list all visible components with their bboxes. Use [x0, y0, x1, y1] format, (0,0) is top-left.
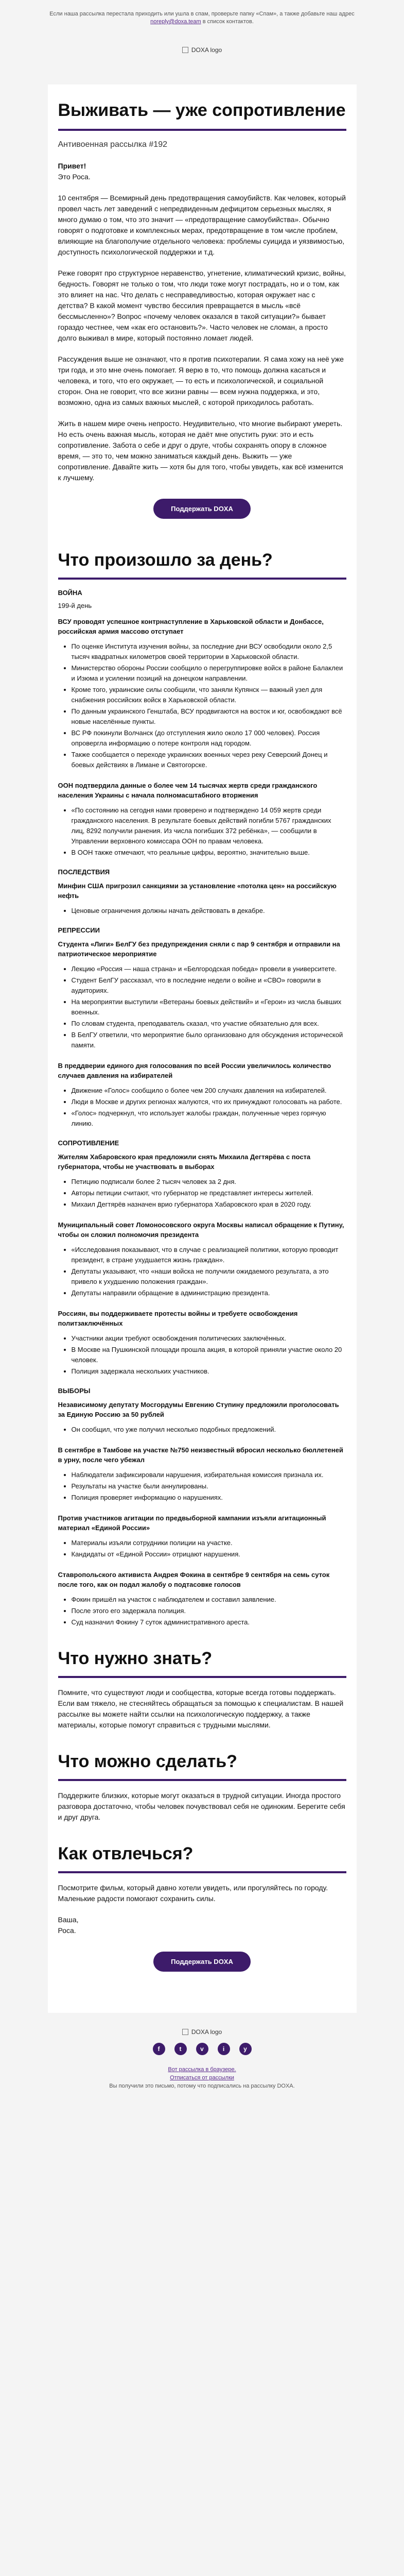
story-7-list — [58, 1245, 346, 1298]
section-repressions: РЕПРЕССИИ — [58, 926, 100, 934]
story-7-title: Муниципальный совет Ломоносовского округа Москвы написал обращение к Путину, чтобы он сложил полномочия президента — [58, 1221, 344, 1239]
list-item: • Петицию подписали более 2 тысяч человек за 2 дня. — [72, 1177, 346, 1187]
view-in-browser-link[interactable]: Вот рассылка в браузере. — [168, 2066, 236, 2073]
story-11-title: Против участников агитации по предвыборной кампании изъяли агитационный материал «Единой России» — [58, 1514, 326, 1532]
list-item: • Кроме того, украинские силы сообщили, что заняли Купянск — важный узел для снабжения российских войск в Харьковской области. — [72, 685, 346, 705]
what-to-do-text: Поддержите близких, которые могут оказаться в трудной ситуации. Иногда простого разговора достаточно, чтобы человек почувствовал себя не одиноким. Берегите себя и друг друга. — [58, 1791, 345, 1821]
list-item: • По оценке Института изучения войны, за последние дни ВСУ освободили около 2,5 тысяч квадратных километров своей территории в Харьковской области. — [72, 641, 346, 662]
story-3-list — [58, 906, 346, 916]
distract-title: Как отвлечься? — [58, 1844, 194, 1863]
story-6-list — [58, 1177, 346, 1210]
list-item: • Студент БелГУ рассказал, что в последние недели о войне и «СВО» говорили в аудиториях. — [72, 975, 346, 996]
list-item: • Материалы изъяли сотрудники полиции на участке. — [72, 1538, 346, 1548]
closing — [58, 1914, 346, 1936]
list-item: • Суд назначил Фокину 7 суток административного ареста. — [72, 1617, 346, 1628]
footer-logo-alt: DOXA logo — [191, 2028, 222, 2036]
preheader-text-2: добавьте наш адрес — [301, 11, 355, 17]
list-item: • Полиция проверяет информацию о нарушениях. — [72, 1493, 346, 1503]
list-item: • Министерство обороны России сообщило о перегруппировке войск в районе Балаклеи и Изюма и усилении позиций на донецком направлении. — [72, 663, 346, 684]
story-8-title: Россиян, вы поддерживаете протесты войны и требуете освобождения политзаключённых — [58, 1310, 298, 1327]
news-title: Что произошло за день? — [58, 550, 273, 570]
newsletter-number: Антивоенная рассылка #192 — [58, 140, 167, 149]
story-8-list — [58, 1333, 346, 1377]
list-item: • Михаил Дегтярёв назначен врио губернатора Хабаровского края в 2020 году. — [72, 1199, 346, 1210]
footer — [48, 2028, 357, 2090]
closing-line-2: Роса. — [58, 1926, 76, 1935]
facebook-icon[interactable]: f — [153, 2043, 165, 2055]
story-5-title: В преддверии единого дня голосования по всей России увеличилось количество случаев давления на избирателей — [58, 1062, 331, 1079]
story-1-title: ВСУ проводят успешное контрнаступление в Харьковской области и Донбассе, российская армия массово отступает — [58, 618, 324, 635]
list-item: • ВС РФ покинули Волчанск (до отступления жило около 17 000 человек). Россия опровергла информацию о потере контроля над городом. — [72, 728, 346, 749]
section-war: ВОЙНА — [58, 589, 82, 597]
list-item: • В БелГУ ответили, что мероприятие было организовано для обсуждения исторической памяти. — [72, 1030, 346, 1050]
unsubscribe-link[interactable]: Отписаться от рассылки — [170, 2075, 234, 2081]
list-item: • На мероприятии выступили «Ветераны боевых действий» и «Герои» из числа бывших военных. — [72, 997, 346, 1018]
list-item: • «Голос» подчеркнул, что использует жалобы граждан, полученные через горячую линию. — [72, 1108, 346, 1129]
story-4-list — [58, 964, 346, 1050]
accent-rule-do — [58, 1779, 346, 1781]
story-6-title: Жителям Хабаровского края предложили снять Михаила Дегтярёва с поста губернатора, чтобы не участвовать в выборах — [58, 1153, 311, 1171]
greeting-signature: Это Роса. — [58, 173, 91, 181]
what-to-do-title: Что можно сделать? — [58, 1752, 237, 1771]
twitter-icon[interactable]: t — [174, 2043, 187, 2055]
list-item: • «По состоянию на сегодня нами проверено и подтверждено 14 059 жертв среди гражданского населения. В результате боевых действий погибли 5767 гражданских лиц, 8292 получили ранения. Из числа погибших 372 ребёнка», — сообщили в Управлении верховного комиссара ООН по правам человека. — [72, 805, 346, 846]
list-item: • Лекцию «Россия — наша страна» и «Белгородская победа» провели в университете. — [72, 964, 346, 974]
list-item: • Также сообщается о переходе украинских военных через реку Северский Донец и боевых действиях в Лимане и Святогорске. — [72, 750, 346, 770]
war-day: 199-й день — [58, 602, 92, 609]
footer-notice: Вы получили это письмо, потому что подписались на рассылку DOXA. — [109, 2083, 295, 2089]
logo-alt-text: DOXA logo — [191, 46, 222, 54]
story-12-title: Ставропольского активиста Андрея Фокина в сентябре 9 сентября на семь суток после того, как он подал жалобу о подтасовке голосов — [58, 1571, 330, 1588]
story-10-title: В сентябре в Тамбове на участке №750 неизвестный вбросил несколько бюллетеней в урну, после чего убежал — [58, 1446, 343, 1464]
story-11-list — [58, 1538, 346, 1560]
preheader-text-3: в список контактов. — [202, 19, 254, 25]
list-item: • Полиция задержала нескольких участников. — [72, 1366, 346, 1377]
what-to-know-text: Помните, что существуют люди и сообщества, которые всегда готовы поддержать. Если вам тяжело, не стесняйтесь обращаться за помощью к специалистам. В нашей рассылке вы можете найти ссылки на психологическую поддержку, а также материалы, которые помогут справиться с трудными мыслями. — [58, 1688, 344, 1729]
greeting — [58, 161, 346, 182]
story-5-list — [58, 1086, 346, 1129]
greeting-hello: Привет! — [58, 162, 86, 170]
list-item: • «Исследования показывают, что в случае с реализацией политики, которую проводит президент, в стране ухудшается жизнь граждан». — [72, 1245, 346, 1265]
list-item: • По данным украинского Генштаба, ВСУ продвигаются на восток и юг, освобождают всё новые населённые пункты. — [72, 706, 346, 727]
list-item: • После этого его задержала полиция. — [72, 1606, 346, 1616]
intro-paragraph-3: Рассуждения выше не означают, что я против психотерапии. Я сама хожу на неё уже три года, и это мне очень помогает. Я верю в то, что помощь должна касаться и человека, и того, что его окружает, — то есть и психологической, и социальной сторон. Она не говорит, что все жизни равны — всем нужна поддержка, и это, возможно, одна из самых важных мыслей, с которой приходилось работать. — [58, 355, 344, 406]
accent-rule-distract — [58, 1871, 346, 1873]
footer-text — [48, 2065, 357, 2090]
story-9-title: Независимому депутату Мосгордумы Евгению Ступину предложили проголосовать за Единую Россию за 50 рублей — [58, 1401, 339, 1418]
list-item: • Наблюдатели зафиксировали нарушения, избирательная комиссия признала их. — [72, 1470, 346, 1480]
story-9-list — [58, 1425, 346, 1435]
list-item: • Депутаты указывают, что «наши войска не получили ожидаемого результата, а это привело к ухудшению положения граждан». — [72, 1266, 346, 1287]
story-1-list — [58, 641, 346, 770]
accent-rule-news — [58, 578, 346, 580]
social-links — [48, 2043, 357, 2055]
what-to-know-title: Что нужно знать? — [58, 1649, 213, 1668]
list-item: • В ООН также отмечают, что реальные цифры, вероятно, значительно выше. — [72, 848, 346, 858]
list-item: • Люди в Москве и других регионах жалуются, что их принуждают голосовать на работе. — [72, 1097, 346, 1107]
section-resistance: СОПРОТИВЛЕНИЕ — [58, 1139, 119, 1147]
youtube-icon[interactable]: y — [239, 2043, 252, 2055]
section-elections: ВЫБОРЫ — [58, 1387, 91, 1395]
list-item: • Фокин пришёл на участок с наблюдателем и составил заявление. — [72, 1595, 346, 1605]
list-item: • Участники акции требуют освобождения политических заключённых. — [72, 1333, 346, 1344]
list-item: • В Москве на Пушкинской площади прошла акция, в которой приняли участие около 20 человек. — [72, 1345, 346, 1365]
list-item: • Результаты на участке были аннулированы. — [72, 1481, 346, 1492]
story-2-title: ООН подтвердила данные о более чем 14 тысячах жертв среди гражданского населения Украины с начала полномасштабного вторжения — [58, 782, 318, 799]
instagram-icon[interactable]: i — [218, 2043, 230, 2055]
closing-line-1: Ваша, — [58, 1916, 79, 1924]
story-10-list — [58, 1470, 346, 1503]
section-aftermath: ПОСЛЕДСТВИЯ — [58, 868, 110, 876]
story-4-title: Студента «Лиги» БелГУ без предупреждения сняли с пар 9 сентября и отправили на патриотическое мероприятие — [58, 940, 340, 958]
list-item: • Он сообщил, что уже получил несколько подобных предложений. — [72, 1425, 346, 1435]
footer-logo[interactable] — [48, 2028, 357, 2036]
distract-text: Посмотрите фильм, который давно хотели увидеть, или прогуляйтесь по городу. Маленькие радости помогают сохранить силы. — [58, 1884, 328, 1903]
list-item: • По словам студента, преподаватель сказал, что участие обязательно для всех. — [72, 1019, 346, 1029]
accent-rule-know — [58, 1676, 346, 1678]
support-doxa-button[interactable]: Поддержать DOXA — [153, 499, 251, 519]
preheader-email-link[interactable]: noreply@doxa.team — [150, 19, 201, 25]
accent-rule — [58, 129, 346, 131]
broken-image-icon — [182, 2029, 188, 2035]
main-title: Выживать — уже сопротивление — [58, 100, 346, 120]
vk-icon[interactable]: v — [196, 2043, 208, 2055]
preheader — [48, 10, 357, 26]
list-item: • Ценовые ограничения должны начать действовать в декабре. — [72, 906, 346, 916]
broken-image-icon — [182, 47, 188, 53]
list-item: • Депутаты направили обращение в администрацию президента. — [72, 1288, 346, 1298]
list-item: • Движение «Голос» сообщило о более чем 200 случаях давления на избирателей. — [72, 1086, 346, 1096]
intro-paragraph-1: 10 сентября — Всемирный день предотвращения самоубийств. Как человек, который провел часть лет заведений с непредвиденным дефицитом серьезных мыслях, я много думаю о том, что это значит — «предотвращение самоубийства». Обычно говорят о подготовке и комплексных мерах, предотвращение в том числе проблем, влияющие на благополучие отдельного человека: проблемы суицида и уязвимостью, доступность психологической поддержки и т.д. — [58, 194, 346, 256]
list-item: • Кандидаты от «Единой России» отрицают нарушения. — [72, 1549, 346, 1560]
support-doxa-button-2[interactable]: Поддержать DOXA — [153, 1952, 251, 1972]
email-card — [48, 84, 357, 2013]
intro-paragraph-4: Жить в нашем мире очень непросто. Неудивительно, что многие выбирают умереть. Но есть очень важная мысль, которая не даёт мне опустить руки: это и есть сопротивление. Забота о себе и друг о друге, чтобы сохранять опору в сложное время, — это то, чем можно заниматься каждый день. Выжить — уже сопротивление. Давайте жить — хотя бы для того, чтобы увидеть, как всё изменится к лучшему. — [58, 419, 343, 482]
intro-paragraph-2: Реже говорят про структурное неравенство, угнетение, климатический кризис, войны, бедность. Говорят не только о том, что люди тоже могут пострадать, но и о том, как это влияет на нас. Что делать с несправедливостью, которая окружает нас с детства? В какой момент чувство бессилия превращается в мысль «всё бессмысленно»? Вопрос «почему человек оказался в такой ситуации?» бывает гораздо честнее, чем «как его остановить?». Часто человек не сломан, а просто долго выживал в мире, который постоянно ломает людей. — [58, 269, 346, 342]
logo[interactable] — [0, 46, 404, 54]
story-2-list — [58, 805, 346, 858]
story-12-list — [58, 1595, 346, 1628]
preheader-text-1: Если наша рассылка перестала приходить или ушла в спам, проверьте папку «Спам», а также — [49, 11, 300, 17]
story-3-title: Минфин США пригрозил санкциями за установление «потолка цен» на российскую нефть — [58, 882, 337, 900]
list-item: • Авторы петиции считают, что губернатор не представляет интересы жителей. — [72, 1188, 346, 1198]
